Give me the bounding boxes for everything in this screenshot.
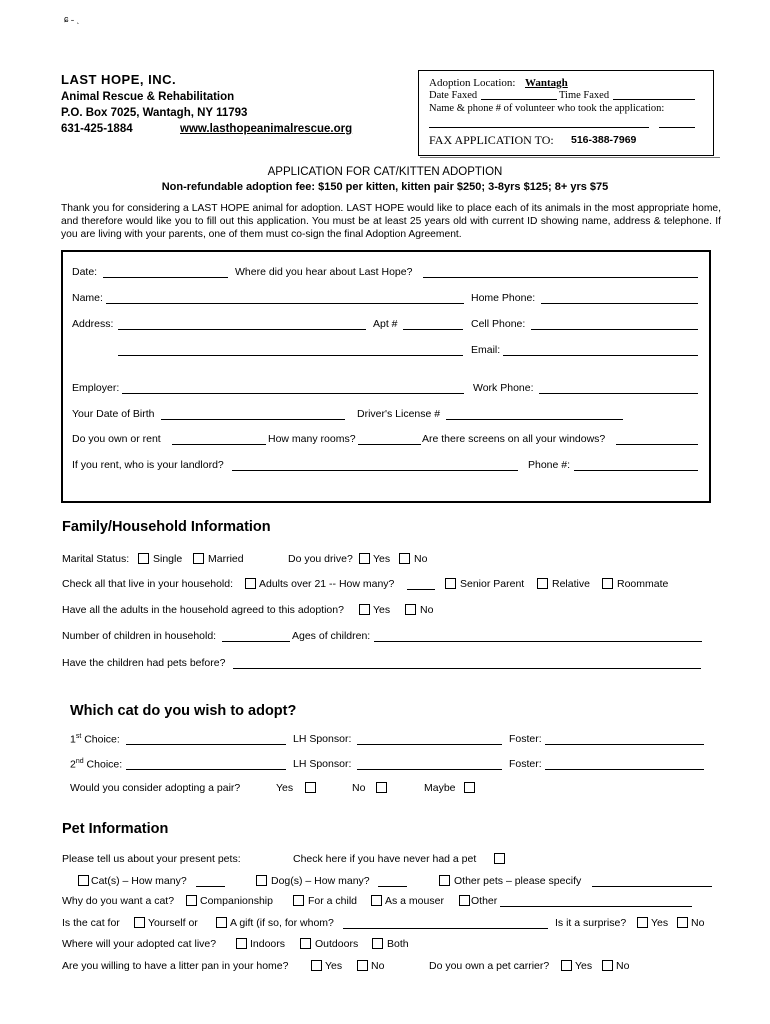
pair-label: Would you consider adopting a pair? (70, 782, 241, 794)
second-sponsor-label: LH Sponsor: (293, 758, 352, 770)
drive-yes-label: Yes (373, 553, 391, 565)
for-child-label: For a child (308, 895, 358, 907)
single-checkbox[interactable] (138, 553, 149, 564)
why-other-label: Other (471, 895, 498, 907)
org-tagline: Animal Rescue & Rehabilitation (61, 91, 235, 103)
carrier-label: Do you own a pet carrier? (429, 960, 550, 972)
pair-maybe-label: Maybe (424, 782, 456, 794)
tell-label: Please tell us about your present pets: (62, 853, 241, 865)
pets-heading: Pet Information (62, 821, 169, 837)
cell-phone-label: Cell Phone: (471, 318, 526, 330)
screens-field[interactable] (616, 434, 698, 445)
second-foster-label: Foster: (509, 758, 542, 770)
first-choice-number: 1 (70, 733, 76, 746)
married-label: Married (208, 553, 244, 565)
surprise-no-checkbox[interactable] (677, 917, 688, 928)
landlord-field[interactable] (232, 460, 518, 471)
surprise-yes-label: Yes (651, 917, 669, 929)
pair-no-checkbox[interactable] (376, 782, 387, 793)
org-address: P.O. Box 7025, Wantagh, NY 11793 (61, 107, 248, 119)
is-for-label: Is the cat for (62, 917, 120, 929)
why-other-checkbox[interactable] (459, 895, 470, 906)
email-field[interactable] (503, 345, 698, 356)
time-faxed-field[interactable] (613, 89, 695, 100)
carrier-yes-checkbox[interactable] (561, 960, 572, 971)
fax-box-divider (420, 157, 720, 158)
first-sponsor-field[interactable] (357, 734, 502, 745)
dogs-checkbox[interactable] (256, 875, 267, 886)
companionship-label: Companionship (200, 895, 273, 907)
children-ages-label: Ages of children: (292, 630, 371, 642)
second-choice-number: 2 (70, 758, 76, 771)
employer-field[interactable] (122, 383, 464, 394)
live-in-label: Check all that live in your household: (62, 578, 234, 590)
dob-field[interactable] (161, 409, 345, 420)
litter-no-label: No (371, 960, 385, 972)
yourself-checkbox[interactable] (134, 917, 145, 928)
address-label: Address: (72, 318, 114, 330)
litter-yes-checkbox[interactable] (311, 960, 322, 971)
children-ages-field[interactable] (374, 631, 702, 642)
mouser-label: As a mouser (385, 895, 444, 907)
fax-box (418, 70, 714, 156)
relative-checkbox[interactable] (537, 578, 548, 589)
never-label: Check here if you have never had a pet (293, 853, 477, 865)
gift-label: A gift (if so, for whom? (230, 917, 334, 929)
date-label: Date: (72, 266, 98, 278)
form-title: APPLICATION FOR CAT/KITTEN ADOPTION (267, 166, 503, 178)
dogs-count-field[interactable] (378, 876, 407, 887)
second-choice-label (70, 758, 122, 771)
org-name: LAST HOPE, INC. (61, 72, 177, 87)
why-label: Why do you want a cat? (62, 895, 175, 907)
litter-yes-label: Yes (325, 960, 343, 972)
both-label: Both (387, 938, 409, 950)
pair-yes-label: Yes (276, 782, 294, 794)
date-faxed-field[interactable] (481, 89, 557, 100)
location-label: Adoption Location: (429, 77, 516, 89)
landlord-label: If you rent, who is your landlord? (72, 459, 224, 471)
location-value: Wantagh (525, 77, 568, 89)
married-checkbox[interactable] (193, 553, 204, 564)
cats-checkbox[interactable] (78, 875, 89, 886)
adults-label: Adults over 21 -- How many? (259, 578, 395, 590)
second-foster-field[interactable] (545, 759, 704, 770)
roommate-checkbox[interactable] (602, 578, 613, 589)
fax-label: FAX APPLICATION TO: (429, 133, 554, 147)
cats-label: Cat(s) – How many? (91, 875, 187, 887)
date-field[interactable] (103, 267, 228, 278)
hear-label: Where did you hear about Last Hope? (235, 266, 413, 278)
where-live-label: Where will your adopted cat live? (62, 938, 217, 950)
drive-yes-checkbox[interactable] (359, 553, 370, 564)
org-website[interactable]: www.lasthopeanimalrescue.org (180, 123, 353, 135)
time-faxed-label: Time Faxed (559, 90, 610, 101)
litter-no-checkbox[interactable] (357, 960, 368, 971)
second-choice-suffix: nd (75, 758, 84, 765)
first-foster-label: Foster: (509, 733, 542, 745)
adults-checkbox[interactable] (245, 578, 256, 589)
second-choice-field[interactable] (126, 759, 286, 770)
intro-paragraph: Thank you for considering a LAST HOPE animal for adoption. LAST HOPE would like to place each of its animals in the most appropriate home, and therefore would like you to fill out this application. You must be at least 25 years old with current ID showing name, address & telephone. If you are living with your parents, one of them must co-sign the final Adoption Agreement. (61, 203, 721, 240)
mouser-checkbox[interactable] (371, 895, 382, 906)
single-label: Single (153, 553, 183, 565)
gift-whom-field[interactable] (343, 918, 548, 929)
carrier-no-label: No (616, 960, 630, 972)
children-num-field[interactable] (222, 631, 290, 642)
address-field[interactable] (118, 319, 366, 330)
own-rent-field[interactable] (172, 434, 266, 445)
carrier-no-checkbox[interactable] (602, 960, 613, 971)
volunteer-phone-field[interactable] (659, 117, 695, 128)
second-sponsor-field[interactable] (357, 759, 502, 770)
employer-label: Employer: (72, 382, 120, 394)
agreed-no-label: No (420, 604, 434, 616)
children-pets-label: Have the children had pets before? (62, 657, 226, 669)
agreed-yes-checkbox[interactable] (359, 604, 370, 615)
hear-field[interactable] (423, 267, 698, 278)
adopt-heading: Which cat do you wish to adopt? (70, 703, 297, 719)
senior-checkbox[interactable] (445, 578, 456, 589)
name-label: Name: (72, 292, 103, 304)
agreed-label: Have all the adults in the household agreed to this adoption? (62, 604, 344, 616)
dob-label: Your Date of Birth (72, 408, 155, 420)
drive-no-label: No (414, 553, 428, 565)
landlord-phone-label: Phone #: (528, 459, 571, 471)
surprise-no-label: No (691, 917, 705, 929)
household-heading: Family/Household Information (62, 519, 271, 535)
marital-label: Marital Status: (62, 553, 130, 565)
yourself-label: Yourself or (148, 917, 198, 929)
first-choice-suffix: st (75, 733, 82, 740)
children-pets-field[interactable] (233, 658, 701, 669)
license-field[interactable] (446, 409, 623, 420)
companionship-checkbox[interactable] (186, 895, 197, 906)
children-num-label: Number of children in household: (62, 630, 217, 642)
first-foster-field[interactable] (545, 734, 704, 745)
corner-mark: ɕ ˗ ˎ (64, 14, 80, 24)
apt-field[interactable] (403, 319, 463, 330)
first-choice-label (70, 733, 120, 746)
other-pets-field[interactable] (592, 876, 712, 887)
roommate-label: Roommate (617, 578, 669, 590)
address-line-2-field[interactable] (118, 345, 463, 356)
indoors-label: Indoors (250, 938, 286, 950)
litter-label: Are you willing to have a litter pan in your home? (62, 960, 289, 972)
for-child-checkbox[interactable] (293, 895, 304, 906)
rooms-field[interactable] (358, 434, 421, 445)
work-phone-field[interactable] (539, 383, 698, 394)
name-field[interactable] (106, 293, 464, 304)
drive-no-checkbox[interactable] (399, 553, 410, 564)
screens-label: Are there screens on all your windows? (422, 433, 606, 445)
fax-number: 516-388-7969 (571, 134, 637, 146)
both-checkbox[interactable] (372, 938, 383, 949)
pair-maybe-checkbox[interactable] (464, 782, 475, 793)
first-choice-field[interactable] (126, 734, 286, 745)
carrier-yes-label: Yes (575, 960, 593, 972)
work-phone-label: Work Phone: (473, 382, 534, 394)
email-label: Email: (471, 344, 501, 356)
rooms-label: How many rooms? (268, 433, 356, 445)
other-pets-checkbox[interactable] (439, 875, 450, 886)
relative-label: Relative (552, 578, 590, 590)
indoors-checkbox[interactable] (236, 938, 247, 949)
volunteer-label: Name & phone # of volunteer who took the application: (429, 103, 665, 114)
date-faxed-label: Date Faxed (429, 90, 478, 101)
surprise-label: Is it a surprise? (555, 917, 627, 929)
apt-label: Apt # (373, 318, 398, 330)
cats-count-field[interactable] (196, 876, 225, 887)
pair-yes-checkbox[interactable] (305, 782, 316, 793)
cell-phone-field[interactable] (531, 319, 698, 330)
volunteer-field[interactable] (429, 117, 649, 128)
drive-label: Do you drive? (288, 553, 353, 565)
outdoors-label: Outdoors (315, 938, 359, 950)
home-phone-label: Home Phone: (471, 292, 536, 304)
other-pets-label: Other pets – please specify (454, 875, 582, 887)
dogs-label: Dog(s) – How many? (271, 875, 370, 887)
first-choice-text: Choice: (81, 733, 120, 746)
second-choice-text: Choice: (83, 758, 123, 771)
fee-line: Non-refundable adoption fee: $150 per kitten, kitten pair $250; 3-8yrs $125; 8+ yrs $75 (161, 181, 609, 193)
adults-count-field[interactable] (407, 579, 435, 590)
outdoors-checkbox[interactable] (300, 938, 311, 949)
own-rent-label: Do you own or rent (72, 433, 161, 445)
first-sponsor-label: LH Sponsor: (293, 733, 352, 745)
gift-checkbox[interactable] (216, 917, 227, 928)
senior-label: Senior Parent (460, 578, 525, 590)
never-checkbox[interactable] (494, 853, 505, 864)
agreed-yes-label: Yes (373, 604, 391, 616)
license-label: Driver's License # (357, 408, 441, 420)
pair-no-label: No (352, 782, 366, 794)
why-other-field[interactable] (500, 896, 692, 907)
org-phone: 631-425-1884 (61, 123, 133, 135)
landlord-phone-field[interactable] (574, 460, 698, 471)
home-phone-field[interactable] (541, 293, 698, 304)
surprise-yes-checkbox[interactable] (637, 917, 648, 928)
agreed-no-checkbox[interactable] (405, 604, 416, 615)
